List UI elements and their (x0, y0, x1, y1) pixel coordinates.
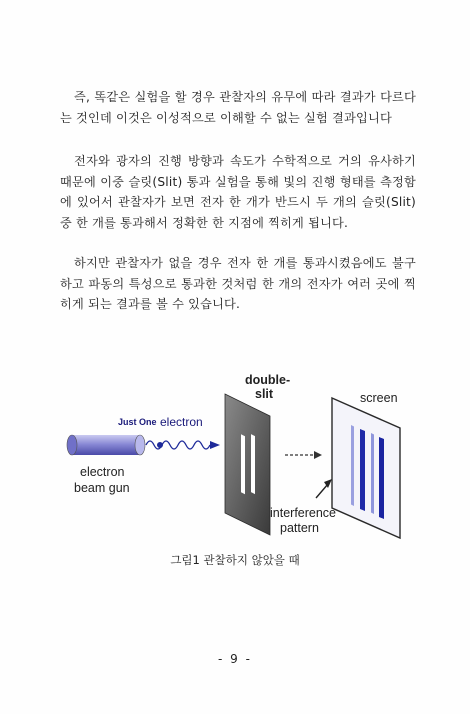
fringe-4 (379, 437, 384, 519)
fringe-2 (360, 429, 365, 511)
paragraph-1: 즉, 똑같은 실험을 할 경우 관찰자의 유무에 따라 결과가 다르다는 것인데 이것은 이성적으로 이해할 수 없는 실험 결과입니다 (60, 90, 416, 125)
fringe-3 (371, 433, 374, 514)
paragraph-3: 하지만 관찰자가 없을 경우 전자 한 개를 통과시켰음에도 불구하고 파동의 특성으로 통과한 것처럼 한 개의 전자가 여러 곳에 찍히게 되는 결과를 볼 수 있습니다. (60, 256, 416, 312)
label-double: double- (245, 373, 291, 387)
label-interference: interference (270, 506, 337, 520)
propagation-arrowhead (314, 451, 322, 459)
fringe-1 (351, 425, 354, 506)
label-slit: slit (255, 387, 274, 401)
slit-2 (251, 434, 255, 494)
label-screen: screen (360, 391, 398, 405)
label-just-one: Just One (118, 417, 157, 427)
electron-gun (67, 435, 145, 455)
label-electron: electron (160, 415, 203, 429)
screen-panel (332, 398, 400, 538)
slit-1 (241, 434, 245, 494)
figure-caption: 그림1 관찰하지 않았을 때 (170, 553, 300, 567)
double-slit-figure (60, 370, 420, 550)
label-pattern: pattern (280, 521, 319, 535)
paragraph-2: 전자와 광자의 진행 방향과 속도가 수학적으로 거의 유사하기 때문에 이중 슬릿(Slit) 통과 실험을 통해 빛의 진행 형태를 측정함에 있어서 관찰자가 보면 전자 한 개가 반드시 두 개의 슬릿(Slit) 중 한 개를 통과해서 정확한 한 지점에 찍히게 됩니다. (60, 154, 416, 230)
label-gun-line1: electron (80, 465, 125, 479)
page-number: - 9 - (218, 652, 252, 666)
double-slit-plate (225, 394, 270, 535)
label-gun-line2: beam gun (74, 481, 130, 495)
electron-wave (146, 441, 210, 449)
interference-arrow (316, 484, 328, 498)
wave-arrowhead (210, 441, 220, 449)
